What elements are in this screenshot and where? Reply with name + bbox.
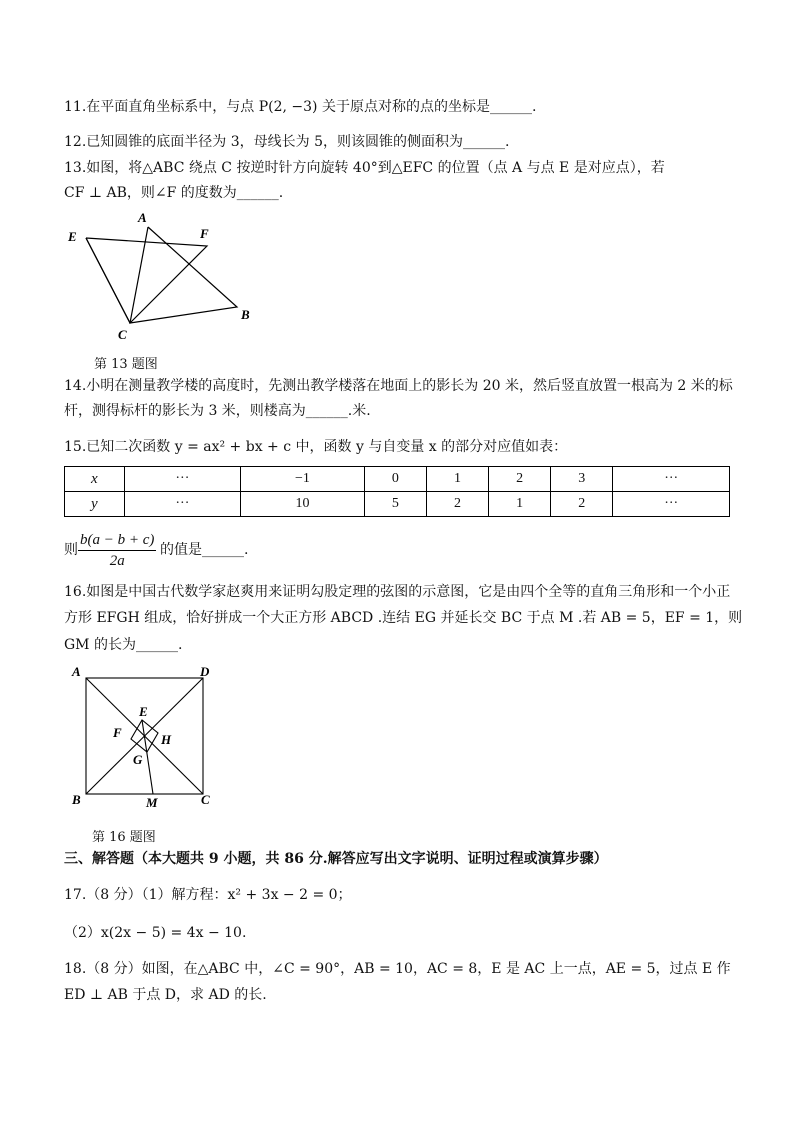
label-B: B (241, 307, 250, 322)
question-13-line-2: CF ⊥ AB，则∠F 的度数为______. (64, 185, 284, 201)
figure-16-caption: 第 16 题图 (92, 830, 156, 845)
table-cell: −1 (241, 467, 365, 492)
label-E: E (139, 704, 148, 719)
question-13-line-1: 13.如图，将△ABC 绕点 C 按逆时针方向旋转 40°到△EFC 的位置（点 A 与点 E 是对应点），若 (64, 160, 665, 176)
question-15-prefix: 则 (64, 542, 78, 558)
table-cell: ··· (124, 467, 241, 492)
fraction-expression (78, 532, 156, 570)
label-A: A (72, 664, 81, 679)
table-cell: 2 (426, 492, 488, 517)
table-cell: ··· (124, 492, 241, 517)
label-D: D (200, 664, 210, 679)
question-16-line-3: GM 的长为______. (64, 637, 183, 653)
question-16-line-1: 16.如图是中国古代数学家赵爽用来证明勾股定理的弦图的示意图，它是由四个全等的直角三角形和一个小正 (64, 584, 731, 600)
label-F: F (113, 725, 122, 740)
fraction-denominator: 2a (109, 553, 125, 569)
table-cell: 0 (364, 467, 426, 492)
figure-16 (66, 662, 226, 812)
question-15-line-1: 15.已知二次函数 y = ax² + bx + c 中，函数 y 与自变量 x 的部分对应值如表： (64, 439, 568, 455)
question-17-line-2: （2）x(2x − 5) = 4x − 10. (64, 925, 247, 941)
label-H: H (161, 732, 172, 747)
label-C: C (201, 792, 210, 807)
label-C: C (118, 327, 127, 342)
figure-13-caption: 第 13 题图 (94, 357, 158, 372)
question-12: 12.已知圆锥的底面半径为 3，母线长为 5，则该圆锥的侧面积为______. (64, 134, 510, 150)
table-cell: 3 (551, 467, 613, 492)
table-cell: 10 (241, 492, 365, 517)
question-14-line-1: 14.小明在测量教学楼的高度时，先测出教学楼落在地面上的影长为 20 米，然后竖直放置一根高为 2 米的标 (64, 378, 733, 394)
value-table (64, 466, 730, 517)
table-cell: ··· (613, 467, 730, 492)
table-cell: 5 (364, 492, 426, 517)
question-16-line-2: 方形 EFGH 组成，恰好拼成一个大正方形 ABCD .连结 EG 并延长交 BC 于点 M .若 AB = 5，EF = 1，则 (64, 610, 743, 626)
label-B: B (72, 792, 81, 807)
label-M: M (146, 795, 158, 810)
label-F: F (200, 226, 209, 241)
label-E: E (68, 229, 77, 244)
table-cell: 1 (489, 492, 551, 517)
label-A: A (138, 210, 147, 225)
question-18-line-2: ED ⊥ AB 于点 D，求 AD 的长. (64, 987, 267, 1003)
section-3-heading: 三、解答题（本大题共 9 小题，共 86 分.解答应写出文字说明、证明过程或演算步骤） (64, 851, 608, 867)
table-cell: 2 (489, 467, 551, 492)
question-11: 11.在平面直角坐标系中，与点 P(2, −3) 关于原点对称的点的坐标是______. (64, 99, 537, 115)
table-row-x (65, 467, 730, 492)
table-cell: 1 (426, 467, 488, 492)
fraction-numerator: b(a − b + c) (78, 532, 156, 551)
table-cell: x (65, 467, 125, 492)
question-14-line-2: 杆，测得标杆的影长为 3 米，则楼高为______.米. (64, 403, 371, 419)
table-cell: y (65, 492, 125, 517)
table-row-y (65, 492, 730, 517)
figure-13 (60, 208, 260, 348)
question-17-line-1: 17.（8 分）（1）解方程：x² + 3x − 2 = 0； (64, 887, 352, 903)
label-G: G (133, 752, 143, 767)
question-15-suffix: 的值是______. (160, 542, 249, 558)
table-cell: ··· (613, 492, 730, 517)
table-cell: 2 (551, 492, 613, 517)
question-18-line-1: 18.（8 分）如图，在△ABC 中，∠C = 90°，AB = 10，AC = 8，E 是 AC 上一点，AE = 5，过点 E 作 (64, 961, 731, 977)
